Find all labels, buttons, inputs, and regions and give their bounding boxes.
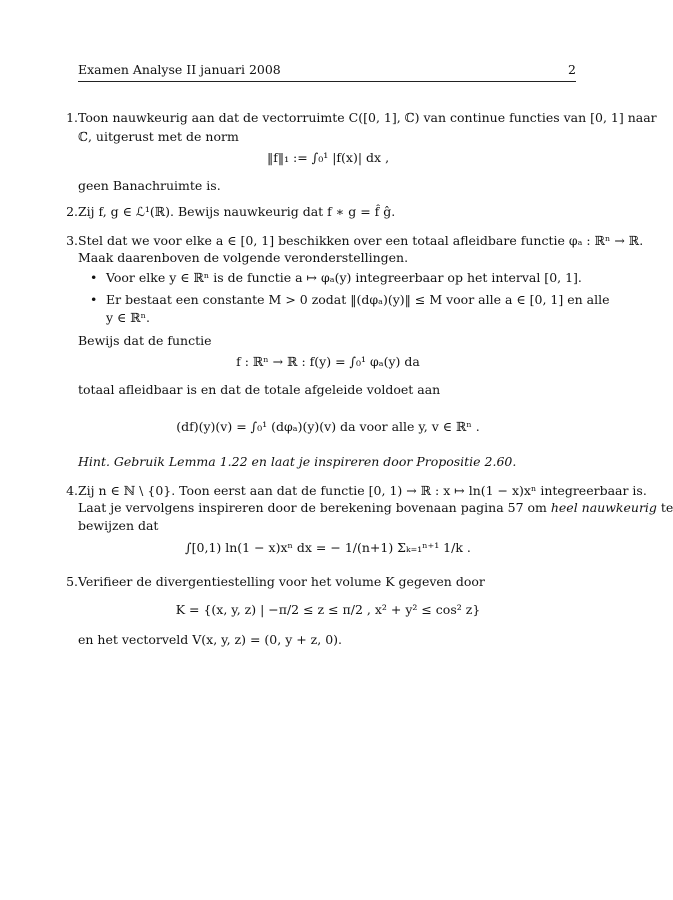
derivative-formula: (df)(y)(v) = ∫₀¹ (dφₐ)(y)(v) da voor alle y, v ∈ ℝⁿ . (176, 419, 480, 434)
function-formula: f : ℝⁿ → ℝ : f(y) = ∫₀¹ φₐ(y) da (236, 354, 420, 369)
bullet-text: y ∈ ℝⁿ. (106, 310, 151, 325)
question-number: 2. (66, 204, 78, 219)
hint-text: Hint. Gebruik Lemma 1.22 en laat je inspireren door Propositie 2.60. (78, 454, 517, 469)
bullet-text: Voor elke y ∈ ℝⁿ is de functie a ↦ φₐ(y) integreerbaar op het interval [0, 1]. (106, 270, 582, 285)
question-number: 4. (66, 483, 78, 498)
question-text: Zij f, g ∈ ℒ¹(ℝ). Bewijs nauwkeurig dat f ∗ g = f̂ ĝ. (78, 204, 396, 219)
question-text: Maak daarenboven de volgende veronderstellingen. (78, 250, 409, 265)
bullet-text: Er bestaat een constante M > 0 zodat ‖(dφₐ)(y)‖ ≤ M voor alle a ∈ [0, 1] en alle (106, 292, 610, 307)
question-text: Toon nauwkeurig aan dat de vectorruimte C([0, 1], ℂ) van continue functies van [0, 1] naar (78, 110, 657, 125)
question-text: en het vectorveld V(x, y, z) = (0, y + z, 0). (78, 632, 343, 647)
question-number: 3. (66, 233, 78, 248)
volume-formula: K = {(x, y, z) | −π/2 ≤ z ≤ π/2 , x² + y² ≤ cos² z} (175, 602, 481, 617)
question-text: geen Banachruimte is. (78, 178, 221, 193)
page-number: 2 (568, 62, 576, 77)
question-text-part: Laat je vervolgens inspireren door de berekening bovenaan pagina 57 om (78, 500, 551, 515)
question-number: 5. (66, 574, 78, 589)
header-title: Examen Analyse II januari 2008 (78, 62, 281, 77)
question-text: bewijzen dat (78, 518, 159, 533)
integral-formula: ∫[0,1) ln(1 − x)xⁿ dx = − 1/(n+1) Σₖ₌₁ⁿ⁺¹ 1/k . (185, 540, 471, 555)
emphasis-text: heel nauwkeurig (550, 500, 657, 515)
bullet-dot: • (90, 292, 98, 307)
question-text: Verifieer de divergentiestelling voor het volume K gegeven door (78, 574, 485, 589)
question-text-part: te (656, 500, 673, 515)
question-number: 1. (66, 110, 78, 125)
norm-formula: ‖f‖₁ := ∫₀¹ |f(x)| dx , (266, 150, 390, 165)
header-rule (78, 81, 576, 82)
question-text: totaal afleidbaar is en dat de totale afgeleide voldoet aan (78, 382, 441, 397)
question-text: Bewijs dat de functie (78, 333, 212, 348)
question-text: Stel dat we voor elke a ∈ [0, 1] beschikken over een totaal afleidbare functie φₐ : ℝⁿ → ℝ. (78, 233, 644, 248)
question-text: Zij n ∈ ℕ \ {0}. Toon eerst aan dat de functie [0, 1) → ℝ : x ↦ ln(1 − x)xⁿ integreerbaar is. (78, 483, 647, 498)
bullet-dot: • (90, 270, 98, 285)
question-text (78, 500, 673, 517)
page-header (78, 62, 576, 80)
question-text: ℂ, uitgerust met de norm (78, 129, 239, 144)
